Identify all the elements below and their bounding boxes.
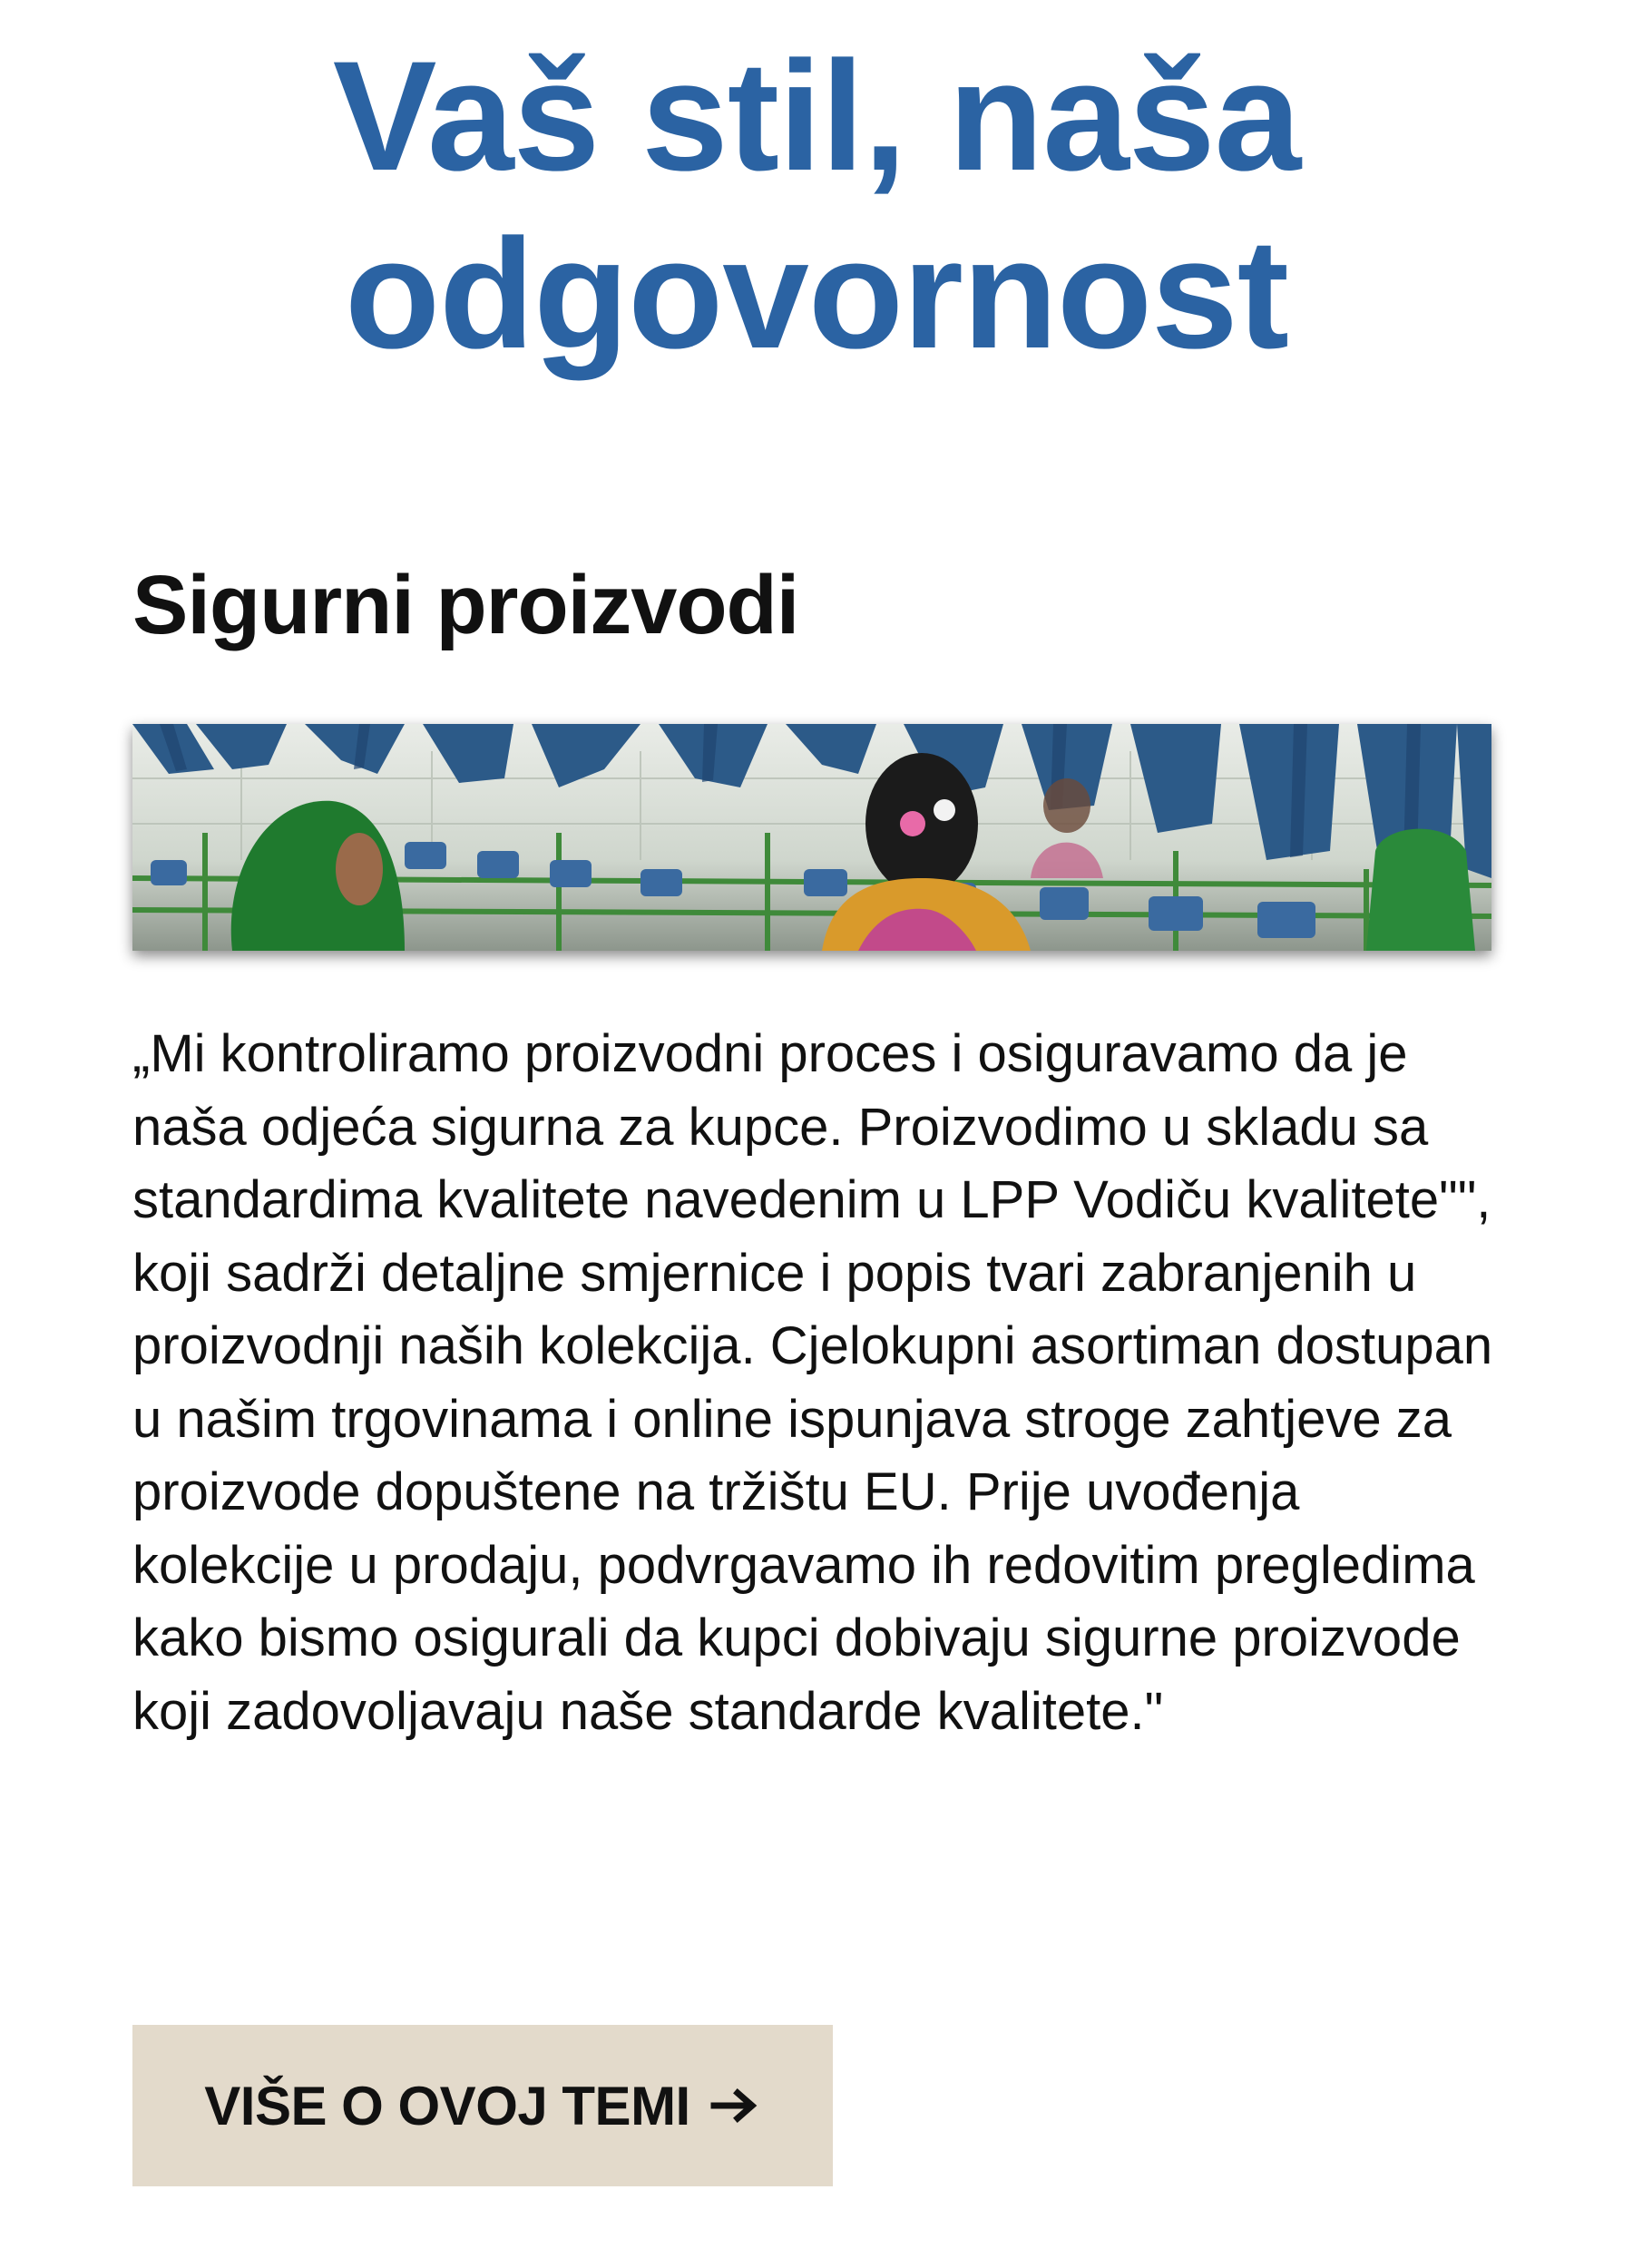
factory-photo-illustration xyxy=(132,724,1491,951)
more-on-topic-button[interactable] xyxy=(132,2025,833,2186)
section-title: Sigurni proizvodi xyxy=(132,559,799,651)
factory-photo xyxy=(132,724,1491,951)
arrow-right-icon xyxy=(710,2087,761,2124)
section-quote: „Mi kontroliramo proizvodni proces i osiguravamo da je naša odjeća sigurna za kupce. Proizvodimo u skladu sa standardima kvalitete navedenim u LPP Vodiču kvalitete"", koji sadrži detaljne smjernice i popis tvari zabranjenih u proizvodnji naših kolekcija. Cjelokupni asortiman dostupan u našim trgovinama i online ispunjava stroge zahtjeve za proizvode dopuštene na tržištu EU. Prije uvođenja kolekcije u prodaju, podvrgavamo ih redovitim pregledima kako bismo osigurali da kupci dobivaju sigurne proizvode koji zadovoljavaju naše standarde kvalitete." xyxy=(132,1024,1493,1741)
page-title: Vaš stil, naša odgovornost xyxy=(332,29,1301,381)
cta-label: VIŠE O OVOJ TEMI xyxy=(204,2075,690,2136)
worker-right xyxy=(1366,829,1475,951)
